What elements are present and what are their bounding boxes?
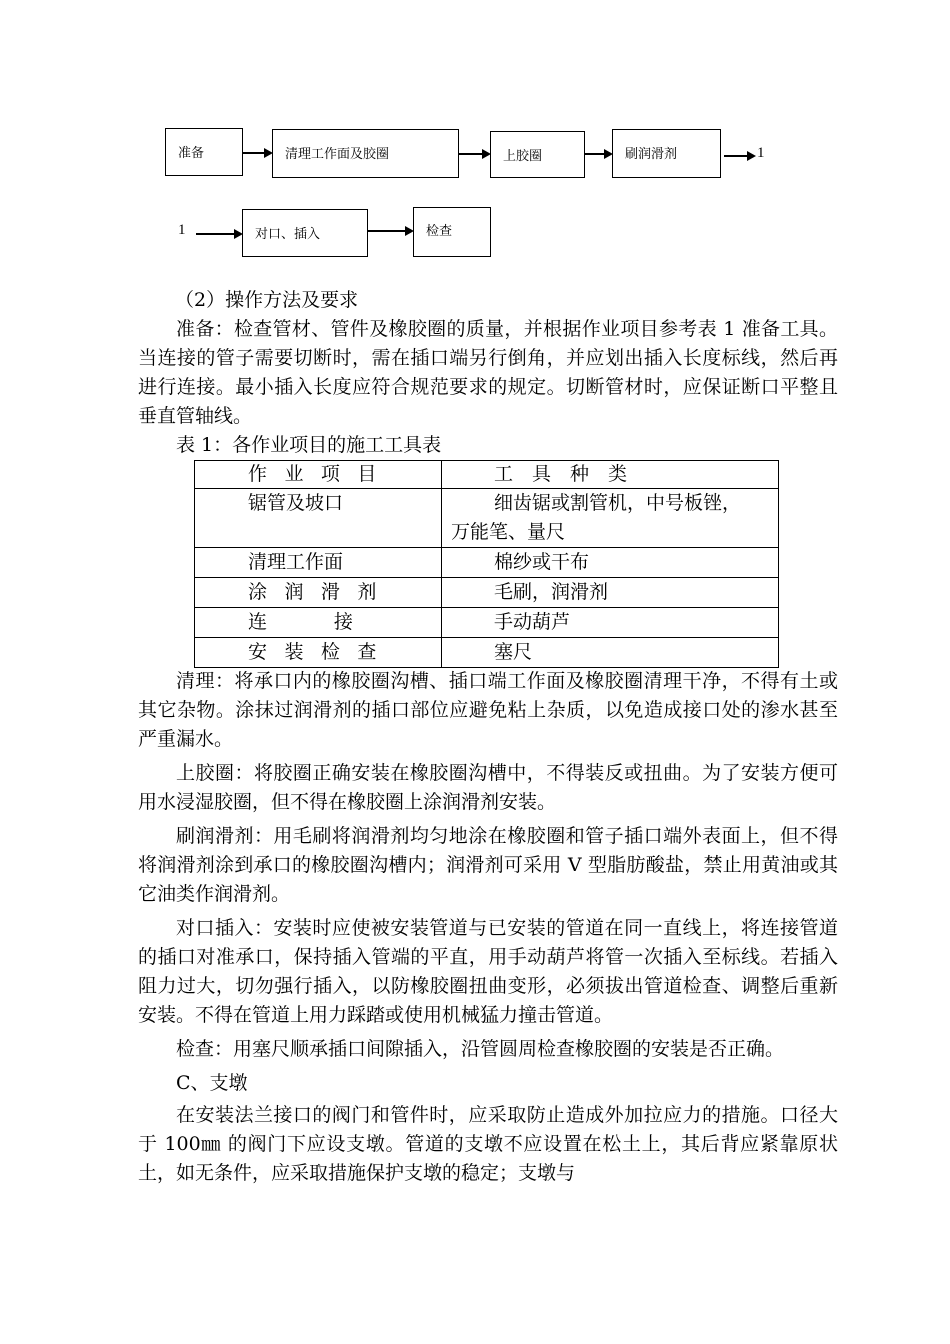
paragraph-prepare: 准备：检查管材、管件及橡胶圈的质量，并根据作业项目参考表 1 准备工具。当连接的管子需要切断时，需在插口端另行倒角，并应划出插入长度标线，然后再进行连接。最小插入长度应符合规范要求的规定。切断管材时，应保证断口平整且垂直管轴线。 <box>138 318 838 427</box>
table-header-cell: 工 具 种 类 <box>442 461 779 489</box>
flow-arrow <box>196 233 241 235</box>
flow-box-label: 对口、插入 <box>255 227 321 242</box>
table-cell: 塞尺 <box>442 638 779 668</box>
flow-box-ring <box>490 131 585 178</box>
table-cell: 安 装 检 查 <box>195 638 442 668</box>
paragraph-ring: 上胶圈：将胶圈正确安装在橡胶圈沟槽中，不得装反或扭曲。为了安装方便可用水浸湿胶圈，但不得在橡胶圈上涂润滑剂安装。 <box>138 762 838 813</box>
flow-arrow <box>459 153 489 155</box>
table-cell: 锯管及坡口 <box>195 489 442 548</box>
section-heading: （2）操作方法及要求 <box>175 289 359 311</box>
tools-table <box>194 460 779 668</box>
table-cell: 手动葫芦 <box>442 608 779 638</box>
table-cell: 棉纱或干布 <box>442 548 779 578</box>
table-caption: 表 1：各作业项目的施工工具表 <box>176 434 442 456</box>
flow-box-label: 刷润滑剂 <box>625 147 678 162</box>
flow-box-insert <box>242 209 368 257</box>
table-cell: 清理工作面 <box>195 548 442 578</box>
flow-box-clean <box>272 129 459 178</box>
flow-box-prepare <box>165 128 243 176</box>
flow-box-label: 清理工作面及胶圈 <box>285 147 390 162</box>
table-row <box>195 578 779 608</box>
table-header-cell: 作 业 项 目 <box>195 461 442 489</box>
flow-arrow <box>243 152 271 154</box>
table-cell: 细齿锯或割管机，中号板锉， 万能笔、量尺 <box>442 489 779 548</box>
flow-connector-label: 1 <box>757 145 765 161</box>
flow-connector-label: 1 <box>178 222 186 238</box>
table-row <box>195 489 779 548</box>
table-header-row <box>195 461 779 489</box>
table-row <box>195 608 779 638</box>
flow-arrow <box>368 230 412 232</box>
paragraph-clean: 清理：将承口内的橡胶圈沟槽、插口端工作面及橡胶圈清理干净，不得有土或其它杂物。涂抹过润滑剂的插口部位应避免粘上杂质，以免造成接口处的渗水甚至严重漏水。 <box>138 670 838 750</box>
paragraph-insert: 对口插入：安装时应使被安装管道与已安装的管道在同一直线上，将连接管道的插口对准承口，保持插入管端的平直，用手动葫芦将管一次插入至标线。若插入阻力过大，切勿强行插入，以防橡胶圈扭曲变形，必须拔出管道检查、调整后重新安装。不得在管道上用力踩踏或使用机械猛力撞击管道。 <box>138 917 838 1026</box>
table-row <box>195 548 779 578</box>
flow-box-lube <box>612 129 721 178</box>
document-body <box>138 286 838 1188</box>
flow-box-label: 上胶圈 <box>503 149 543 164</box>
table-row <box>195 638 779 668</box>
paragraph-pier: 在安装法兰接口的阀门和管件时，应采取防止造成外加拉应力的措施。口径大于 100㎜ 的阀门下应设支墩。管道的支墩不应设置在松土上，其后背应紧靠原状土，如无条件，应采取措施保护支墩的稳定；支墩与 <box>138 1104 838 1184</box>
flow-arrow <box>724 155 754 157</box>
flow-box-check <box>413 207 491 257</box>
table-cell: 连 接 <box>195 608 442 638</box>
table-cell: 涂 润 滑 剂 <box>195 578 442 608</box>
table-cell: 毛刷，润滑剂 <box>442 578 779 608</box>
flow-arrow <box>585 153 611 155</box>
flow-box-label: 检查 <box>426 224 453 239</box>
flow-box-label: 准备 <box>178 146 205 161</box>
paragraph-lube: 刷润滑剂：用毛刷将润滑剂均匀地涂在橡胶圈和管子插口端外表面上，但不得将润滑剂涂到承口的橡胶圈沟槽内；润滑剂可采用 V 型脂肪酸盐，禁止用黄油或其它油类作润滑剂。 <box>138 825 838 905</box>
paragraph-check: 检查：用塞尺顺承插口间隙插入，沿管圆周检查橡胶圈的安装是否正确。 <box>176 1038 785 1060</box>
subheading-pier: C、支墩 <box>176 1072 248 1094</box>
